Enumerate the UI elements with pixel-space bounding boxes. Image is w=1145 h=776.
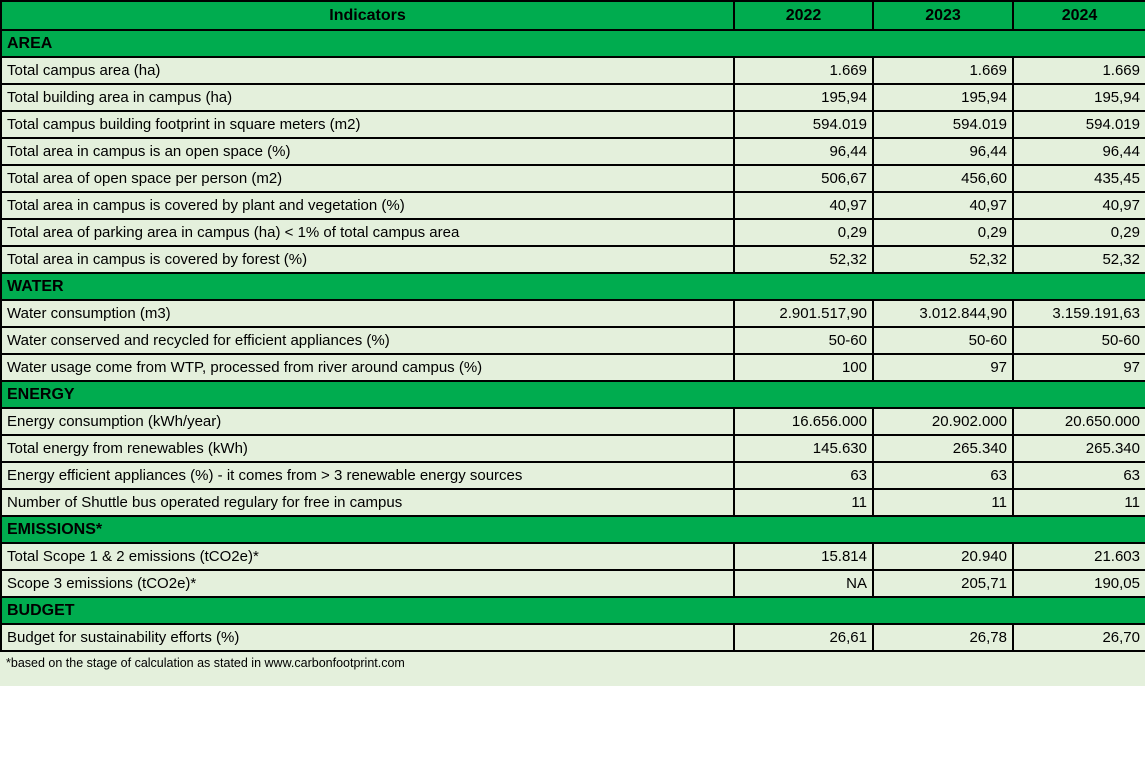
table-row: [1, 462, 1145, 489]
value-cell: 1.669: [1013, 57, 1145, 84]
value-cell: 26,61: [734, 624, 873, 651]
value-cell: 100: [734, 354, 873, 381]
section-row-budget: [1, 597, 1145, 624]
value-cell: 26,78: [873, 624, 1013, 651]
section-title: EMISSIONS*: [1, 516, 1145, 543]
value-cell: 11: [873, 489, 1013, 516]
value-cell: 594.019: [1013, 111, 1145, 138]
table-row: [1, 489, 1145, 516]
table-row: [1, 111, 1145, 138]
indicator-label: Water consumption (m3): [1, 300, 734, 327]
indicator-label: Energy consumption (kWh/year): [1, 408, 734, 435]
table-row: [1, 408, 1145, 435]
value-cell: 195,94: [734, 84, 873, 111]
column-header-2024: 2024: [1013, 1, 1145, 30]
value-cell: 195,94: [873, 84, 1013, 111]
value-cell: 16.656.000: [734, 408, 873, 435]
indicator-label: Budget for sustainability efforts (%): [1, 624, 734, 651]
value-cell: 1.669: [734, 57, 873, 84]
table-row: [1, 219, 1145, 246]
indicator-label: Total area in campus is covered by forest (%): [1, 246, 734, 273]
table-row: [1, 354, 1145, 381]
value-cell: 63: [734, 462, 873, 489]
column-header-2023: 2023: [873, 1, 1013, 30]
value-cell: 456,60: [873, 165, 1013, 192]
indicator-label: Number of Shuttle bus operated regulary for free in campus: [1, 489, 734, 516]
value-cell: 52,32: [873, 246, 1013, 273]
value-cell: 50-60: [734, 327, 873, 354]
table-row: [1, 57, 1145, 84]
indicator-label: Total building area in campus (ha): [1, 84, 734, 111]
value-cell: 145.630: [734, 435, 873, 462]
value-cell: 506,67: [734, 165, 873, 192]
section-title: ENERGY: [1, 381, 1145, 408]
indicator-label: Total energy from renewables (kWh): [1, 435, 734, 462]
value-cell: NA: [734, 570, 873, 597]
indicator-label: Total area in campus is an open space (%): [1, 138, 734, 165]
indicator-label: Scope 3 emissions (tCO2e)*: [1, 570, 734, 597]
value-cell: 20.902.000: [873, 408, 1013, 435]
value-cell: 3.159.191,63: [1013, 300, 1145, 327]
table-row: [1, 138, 1145, 165]
indicator-label: Water usage come from WTP, processed from river around campus (%): [1, 354, 734, 381]
indicator-label: Total area in campus is covered by plant and vegetation (%): [1, 192, 734, 219]
section-row-energy: [1, 381, 1145, 408]
indicator-label: Total area of parking area in campus (ha) < 1% of total campus area: [1, 219, 734, 246]
column-header-indicators: Indicators: [1, 1, 734, 30]
section-title: BUDGET: [1, 597, 1145, 624]
value-cell: 40,97: [1013, 192, 1145, 219]
table-row: [1, 192, 1145, 219]
indicator-label: Total campus area (ha): [1, 57, 734, 84]
section-title: WATER: [1, 273, 1145, 300]
value-cell: 40,97: [873, 192, 1013, 219]
section-row-water: [1, 273, 1145, 300]
footnote: *based on the stage of calculation as stated in www.carbonfootprint.com: [0, 652, 1145, 686]
value-cell: 2.901.517,90: [734, 300, 873, 327]
value-cell: 0,29: [734, 219, 873, 246]
value-cell: 11: [734, 489, 873, 516]
value-cell: 435,45: [1013, 165, 1145, 192]
value-cell: 0,29: [873, 219, 1013, 246]
table-header-row: [1, 1, 1145, 30]
column-header-2022: 2022: [734, 1, 873, 30]
table-row: [1, 435, 1145, 462]
table-body: [1, 30, 1145, 651]
table-row: [1, 84, 1145, 111]
value-cell: 50-60: [873, 327, 1013, 354]
value-cell: 96,44: [1013, 138, 1145, 165]
value-cell: 96,44: [734, 138, 873, 165]
value-cell: 96,44: [873, 138, 1013, 165]
value-cell: 1.669: [873, 57, 1013, 84]
value-cell: 97: [873, 354, 1013, 381]
value-cell: 63: [873, 462, 1013, 489]
table-row: [1, 165, 1145, 192]
value-cell: 265.340: [1013, 435, 1145, 462]
value-cell: 52,32: [1013, 246, 1145, 273]
indicator-label: Total campus building footprint in square meters (m2): [1, 111, 734, 138]
indicator-label: Total area of open space per person (m2): [1, 165, 734, 192]
table-row: [1, 300, 1145, 327]
value-cell: 20.940: [873, 543, 1013, 570]
table-row: [1, 543, 1145, 570]
table-row: [1, 570, 1145, 597]
value-cell: 0,29: [1013, 219, 1145, 246]
value-cell: 26,70: [1013, 624, 1145, 651]
value-cell: 52,32: [734, 246, 873, 273]
value-cell: 50-60: [1013, 327, 1145, 354]
value-cell: 205,71: [873, 570, 1013, 597]
section-title: AREA: [1, 30, 1145, 57]
section-row-emissions: [1, 516, 1145, 543]
value-cell: 97: [1013, 354, 1145, 381]
value-cell: 265.340: [873, 435, 1013, 462]
indicator-label: Energy efficient appliances (%) - it comes from > 3 renewable energy sources: [1, 462, 734, 489]
indicator-label: Water conserved and recycled for efficient appliances (%): [1, 327, 734, 354]
value-cell: 40,97: [734, 192, 873, 219]
value-cell: 190,05: [1013, 570, 1145, 597]
value-cell: 21.603: [1013, 543, 1145, 570]
section-row-area: [1, 30, 1145, 57]
table-row: [1, 246, 1145, 273]
indicator-label: Total Scope 1 & 2 emissions (tCO2e)*: [1, 543, 734, 570]
value-cell: 594.019: [873, 111, 1013, 138]
value-cell: 15.814: [734, 543, 873, 570]
value-cell: 195,94: [1013, 84, 1145, 111]
value-cell: 594.019: [734, 111, 873, 138]
value-cell: 63: [1013, 462, 1145, 489]
value-cell: 20.650.000: [1013, 408, 1145, 435]
value-cell: 3.012.844,90: [873, 300, 1013, 327]
table-row: [1, 624, 1145, 651]
value-cell: 11: [1013, 489, 1145, 516]
table-row: [1, 327, 1145, 354]
